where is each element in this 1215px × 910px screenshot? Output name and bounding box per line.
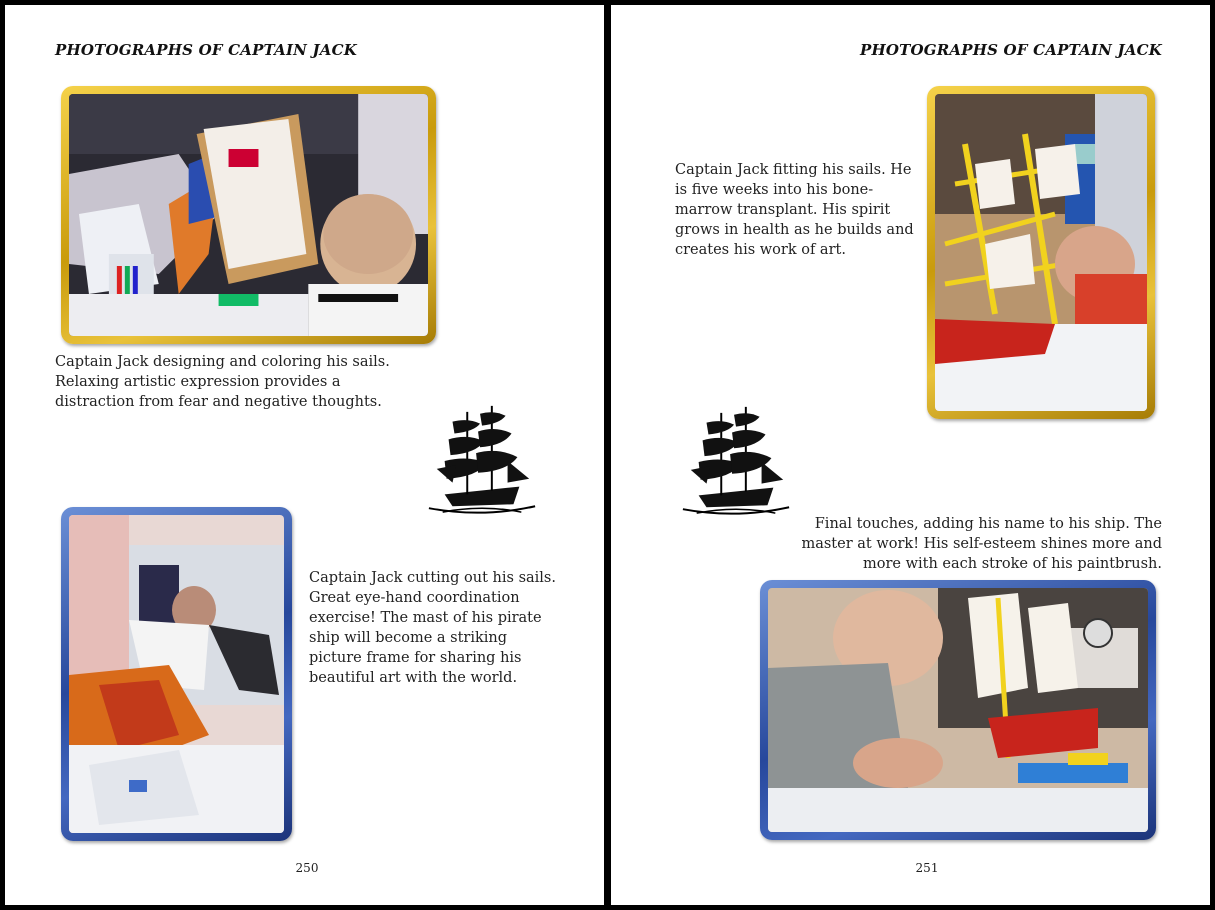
caption-line: marrow transplant. His spirit [675,202,891,218]
page-header: PHOTOGRAPHS OF CAPTAIN JACK [859,41,1162,59]
caption-final-touches [782,514,1162,574]
ship-icon [423,400,541,522]
ship-icon [677,400,795,524]
page-number: 250 [295,861,319,875]
photo-image [935,94,1147,411]
caption-line: Final touches, adding his name to his ship. The [814,516,1162,532]
caption-line: picture frame for sharing his [309,650,522,666]
caption-line: master at work! His self-esteem shines more and [801,536,1162,552]
caption-line: creates his work of art. [675,242,846,258]
photo-fitting-sails [927,86,1155,419]
caption-line: ship will become a striking [309,630,508,646]
caption-line: is five weeks into his bone- [675,182,874,198]
caption-line: more with each stroke of his paintbrush. [862,556,1162,572]
caption-line: Great eye-hand coordination [309,590,520,606]
caption-line: distraction from fear and negative thoughts. [55,394,382,410]
caption-line: Relaxing artistic expression provides a [55,374,341,390]
photo-image [768,588,1148,832]
caption-cutting-sails [309,568,579,688]
right-page [611,5,1210,905]
page-number: 251 [915,861,939,875]
caption-line: Captain Jack fitting his sails. He [675,162,912,178]
caption-fitting-sails [675,160,915,260]
caption-line: exercise! The mast of his pirate [309,610,542,626]
caption-designing-sails [55,352,415,412]
caption-line: grows in health as he builds and [675,222,914,238]
photo-designing-sails [61,86,436,344]
caption-line: Captain Jack designing and coloring his sails. [55,354,390,370]
caption-line: Captain Jack cutting out his sails. [309,570,556,586]
photo-image [69,515,284,833]
left-page [5,5,604,905]
photo-final-touches [760,580,1156,840]
photo-image [69,94,428,336]
page-header: PHOTOGRAPHS OF CAPTAIN JACK [55,41,358,59]
caption-line: beautiful art with the world. [309,670,518,686]
photo-cutting-sails [61,507,292,841]
